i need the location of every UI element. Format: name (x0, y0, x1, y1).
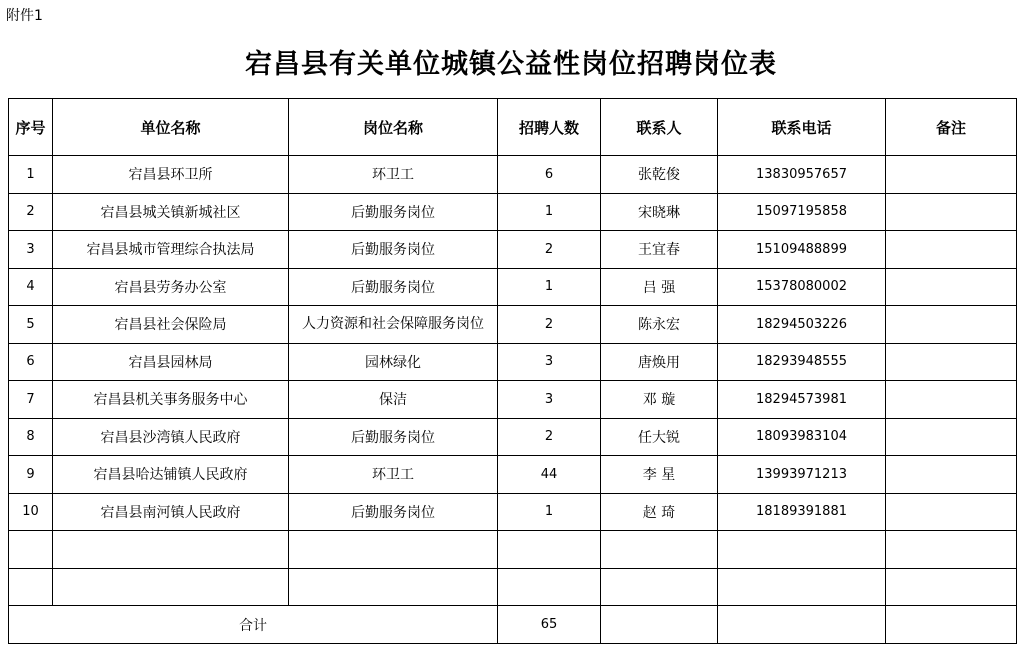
cell-index: 3 (9, 231, 53, 269)
header-phone: 联系电话 (718, 99, 886, 156)
table-row (9, 343, 1017, 381)
cell-position: 后勤服务岗位 (289, 193, 498, 231)
empty-cell (718, 531, 886, 569)
cell-count: 1 (498, 193, 601, 231)
cell-unit: 宕昌县机关事务服务中心 (53, 381, 289, 419)
cell-unit: 宕昌县劳务办公室 (53, 268, 289, 306)
cell-remark (886, 418, 1017, 456)
cell-unit: 宕昌县南河镇人民政府 (53, 493, 289, 531)
cell-remark (886, 343, 1017, 381)
cell-remark (886, 156, 1017, 194)
cell-position: 园林绿化 (289, 343, 498, 381)
cell-phone: 18093983104 (718, 418, 886, 456)
empty-cell (53, 568, 289, 606)
cell-position: 环卫工 (289, 156, 498, 194)
table-row (9, 381, 1017, 419)
cell-index: 7 (9, 381, 53, 419)
cell-contact: 唐焕用 (601, 343, 718, 381)
cell-remark (886, 268, 1017, 306)
cell-contact: 李 星 (601, 456, 718, 494)
cell-phone: 15109488899 (718, 231, 886, 269)
empty-cell (601, 568, 718, 606)
empty-cell (498, 568, 601, 606)
cell-count: 3 (498, 343, 601, 381)
empty-row (9, 568, 1017, 606)
cell-position: 环卫工 (289, 456, 498, 494)
cell-phone: 18293948555 (718, 343, 886, 381)
cell-phone: 18294503226 (718, 306, 886, 344)
cell-remark (886, 493, 1017, 531)
cell-position: 后勤服务岗位 (289, 418, 498, 456)
table-row (9, 418, 1017, 456)
table-row (9, 306, 1017, 344)
page-title: 宕昌县有关单位城镇公益性岗位招聘岗位表 (245, 49, 777, 80)
cell-phone: 13993971213 (718, 456, 886, 494)
cell-contact: 宋晓琳 (601, 193, 718, 231)
cell-position: 人力资源和社会保障服务岗位 (289, 306, 498, 344)
cell-index: 4 (9, 268, 53, 306)
cell-contact: 赵 琦 (601, 493, 718, 531)
table-row (9, 156, 1017, 194)
cell-index: 8 (9, 418, 53, 456)
empty-cell (9, 531, 53, 569)
cell-unit: 宕昌县环卫所 (53, 156, 289, 194)
cell-contact: 邓 璇 (601, 381, 718, 419)
cell-position: 后勤服务岗位 (289, 493, 498, 531)
empty-cell (718, 568, 886, 606)
header-unit: 单位名称 (53, 99, 289, 156)
empty-cell (289, 568, 498, 606)
empty-cell (718, 606, 886, 644)
cell-count: 2 (498, 418, 601, 456)
attachment-label: 附件1 (6, 8, 43, 24)
cell-count: 6 (498, 156, 601, 194)
cell-count: 2 (498, 306, 601, 344)
cell-contact: 吕 强 (601, 268, 718, 306)
header-contact: 联系人 (601, 99, 718, 156)
cell-unit: 宕昌县园林局 (53, 343, 289, 381)
cell-index: 2 (9, 193, 53, 231)
total-count: 65 (498, 606, 601, 644)
cell-index: 1 (9, 156, 53, 194)
table-row (9, 193, 1017, 231)
table-header-row (9, 99, 1017, 156)
cell-index: 9 (9, 456, 53, 494)
cell-remark (886, 306, 1017, 344)
empty-cell (9, 568, 53, 606)
total-label: 合计 (9, 606, 498, 644)
cell-count: 2 (498, 231, 601, 269)
recruitment-table (8, 98, 1017, 644)
cell-phone: 15378080002 (718, 268, 886, 306)
cell-count: 1 (498, 493, 601, 531)
empty-cell (886, 531, 1017, 569)
cell-unit: 宕昌县社会保险局 (53, 306, 289, 344)
cell-contact: 任大锐 (601, 418, 718, 456)
empty-cell (53, 531, 289, 569)
cell-remark (886, 193, 1017, 231)
cell-phone: 18189391881 (718, 493, 886, 531)
cell-phone: 15097195858 (718, 193, 886, 231)
empty-cell (289, 531, 498, 569)
cell-phone: 18294573981 (718, 381, 886, 419)
header-remark: 备注 (886, 99, 1017, 156)
cell-position: 后勤服务岗位 (289, 268, 498, 306)
cell-unit: 宕昌县沙湾镇人民政府 (53, 418, 289, 456)
table-row (9, 493, 1017, 531)
cell-phone: 13830957657 (718, 156, 886, 194)
cell-count: 3 (498, 381, 601, 419)
cell-remark (886, 381, 1017, 419)
table-row (9, 456, 1017, 494)
table-row (9, 268, 1017, 306)
total-row (9, 606, 1017, 644)
cell-count: 1 (498, 268, 601, 306)
header-position: 岗位名称 (289, 99, 498, 156)
empty-cell (498, 531, 601, 569)
cell-remark (886, 456, 1017, 494)
cell-position: 保洁 (289, 381, 498, 419)
cell-index: 5 (9, 306, 53, 344)
cell-contact: 张乾俊 (601, 156, 718, 194)
cell-unit: 宕昌县哈达铺镇人民政府 (53, 456, 289, 494)
cell-position: 后勤服务岗位 (289, 231, 498, 269)
cell-unit: 宕昌县城市管理综合执法局 (53, 231, 289, 269)
header-index: 序号 (9, 99, 53, 156)
cell-index: 6 (9, 343, 53, 381)
cell-count: 44 (498, 456, 601, 494)
empty-cell (601, 606, 718, 644)
empty-cell (886, 568, 1017, 606)
header-count: 招聘人数 (498, 99, 601, 156)
empty-cell (601, 531, 718, 569)
cell-unit: 宕昌县城关镇新城社区 (53, 193, 289, 231)
table-row (9, 231, 1017, 269)
cell-contact: 王宜春 (601, 231, 718, 269)
empty-cell (886, 606, 1017, 644)
cell-index: 10 (9, 493, 53, 531)
empty-row (9, 531, 1017, 569)
cell-remark (886, 231, 1017, 269)
cell-contact: 陈永宏 (601, 306, 718, 344)
